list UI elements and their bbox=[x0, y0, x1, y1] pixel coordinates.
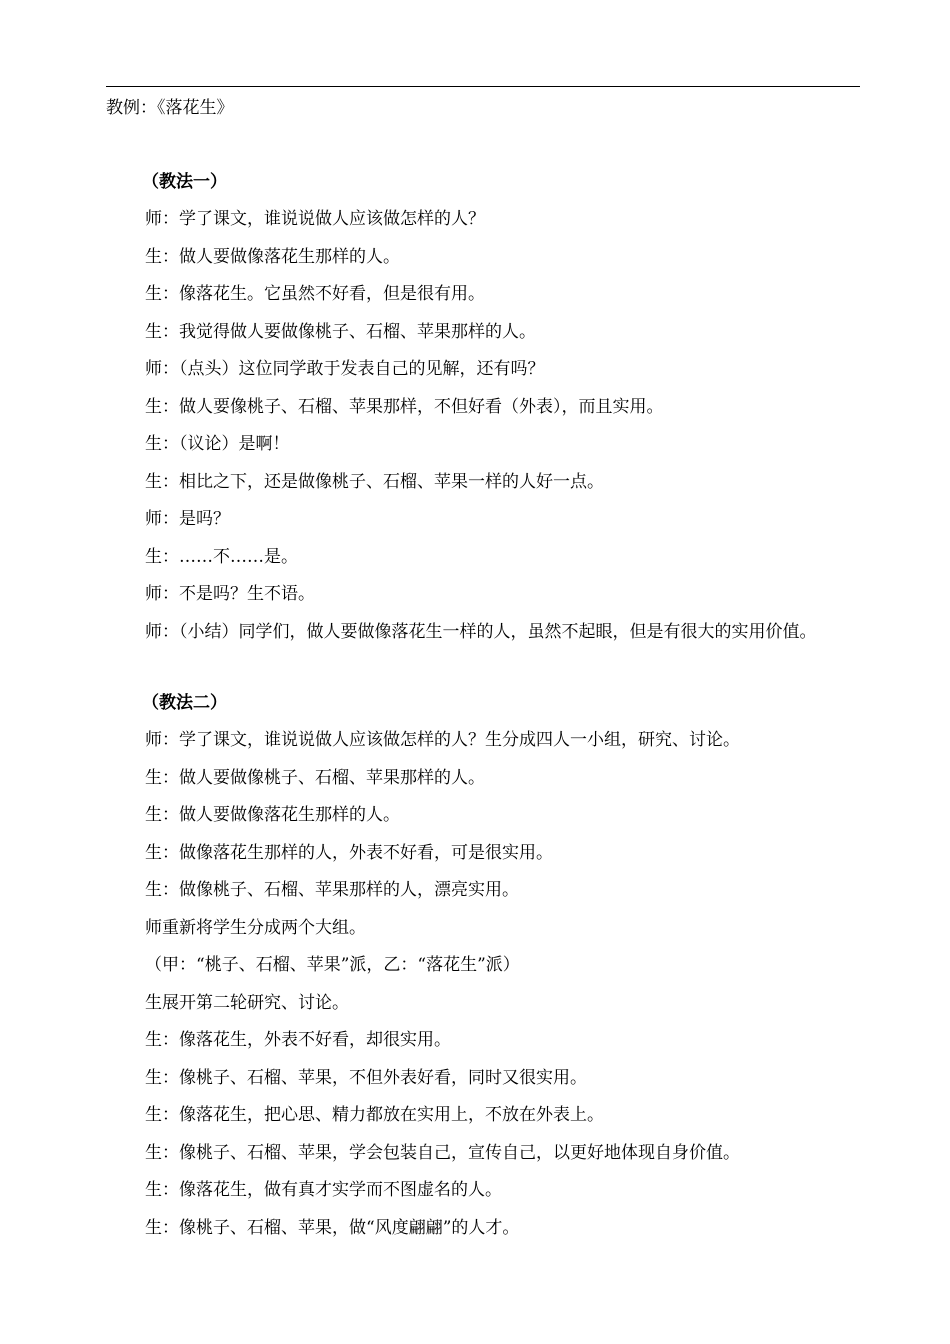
dialogue-line: 生：（议论）是啊！ bbox=[145, 434, 290, 454]
header-rule bbox=[106, 86, 860, 87]
dialogue-line: 生：做人要做像桃子、石榴、苹果那样的人。 bbox=[145, 767, 485, 788]
dialogue-line: 生：做像落花生那样的人，外表不好看，可是很实用。 bbox=[145, 842, 553, 863]
dialogue-line: 生：像桃子、石榴、苹果，学会包装自己，宣传自己，以更好地体现自身价值。 bbox=[145, 1142, 740, 1163]
section-method-one bbox=[142, 170, 817, 657]
dialogue-line: 生：像桃子、石榴、苹果，做“风度翩翩”的人才。 bbox=[145, 1217, 520, 1238]
dialogue-line: 生：做人要做像落花生那样的人。 bbox=[145, 805, 400, 825]
section-heading: （教法二） bbox=[142, 693, 227, 713]
dialogue-line: 生：做人要做像落花生那样的人。 bbox=[145, 246, 400, 267]
dialogue-line: 师：学了课文，谁说说做人应该做怎样的人？生分成四人一小组，研究、讨论。 bbox=[145, 730, 740, 750]
dialogue-line: 生：像落花生，外表不好看，却很实用。 bbox=[145, 1030, 451, 1050]
dialogue-line: 师：（小结）同学们，做人要做像落花生一样的人，虽然不起眼，但是有很大的实用价值。 bbox=[145, 621, 817, 642]
dialogue-line: 生：像落花生，把心思、精力都放在实用上，不放在外表上。 bbox=[145, 1105, 604, 1125]
dialogue-line: 生：我觉得做人要做像桃子、石榴、苹果那样的人。 bbox=[145, 321, 536, 342]
dialogue-line: 生：做像桃子、石榴、苹果那样的人，漂亮实用。 bbox=[145, 880, 519, 900]
section-heading: （教法一） bbox=[142, 172, 227, 192]
dialogue-line: 生：做人要像桃子、石榴、苹果那样，不但好看（外表），而且实用。 bbox=[145, 396, 664, 417]
document-title: 教例：《落花生》 bbox=[106, 98, 234, 118]
dialogue-line: （甲：“桃子、石榴、苹果”派，乙：“落花生”派） bbox=[145, 955, 520, 975]
dialogue-line: 生：像落花生。它虽然不好看，但是很有用。 bbox=[145, 284, 485, 304]
dialogue-line: 生：相比之下，还是做像桃子、石榴、苹果一样的人好一点。 bbox=[145, 471, 604, 492]
dialogue-line: 生：……不……是。 bbox=[145, 546, 298, 567]
dialogue-line: 生：像落花生，做有真才实学而不图虚名的人。 bbox=[145, 1180, 502, 1200]
dialogue-line: 师：（点头）这位同学敢于发表自己的见解，还有吗？ bbox=[145, 359, 545, 379]
dialogue-line: 师：不是吗？生不语。 bbox=[145, 584, 315, 604]
dialogue-line: 师重新将学生分成两个大组。 bbox=[145, 917, 366, 938]
section-method-two bbox=[142, 691, 740, 1253]
dialogue-line: 生：像桃子、石榴、苹果，不但外表好看，同时又很实用。 bbox=[145, 1067, 587, 1088]
dialogue-line: 师：是吗？ bbox=[145, 509, 230, 529]
dialogue-line: 生展开第二轮研究、讨论。 bbox=[145, 992, 349, 1013]
dialogue-line: 师：学了课文，谁说说做人应该做怎样的人？ bbox=[145, 209, 485, 229]
